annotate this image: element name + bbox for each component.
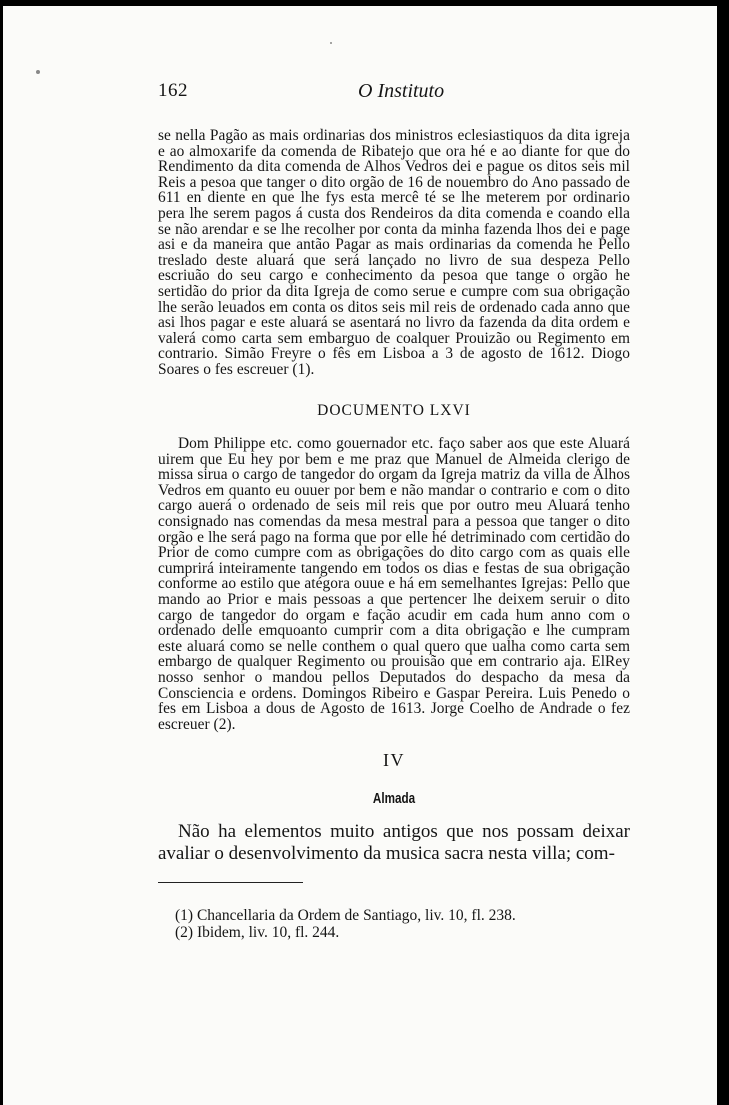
section-numeral: IV [383,750,405,770]
scan-speck [36,70,40,74]
scan-border-top [0,0,729,6]
scan-speck [330,42,332,44]
section-intro-paragraph: Não ha elementos muito antigos que nos possam deixar avaliar o desenvolvimento da musica sacra nesta villa; com- [158,821,630,864]
footnote-1: (1) Chancellaria da Ordem de Santiago, liv. 10, fl. 238. [175,907,516,924]
page-number: 162 [158,80,188,101]
paragraph-continued: se nella Pagão as mais ordinarias dos ministros eclesiastiquos da dita igreja e ao almoxarife da comenda de Ribatejo que ora hé e ao diante for que do Rendimento da dita comenda de Alhos Vedros dei e pague os ditos seis mil Reis a pesoa que tanger o dito orgão de 16 de nouembro do Ano passado de 611 en diente en que lhe fys esta mercê té se lhe meterem por ordinario pera lhe serem pagos á custa dos Rendeiros da dita comenda e coando ella se não arendar e se lhe recolher por conta da minha fazenda lhos dei e page asi e da maneira que antão Pagar as mais ordinarias da comenda he Pello treslado deste aluará que será lançado no livro de sua despeza Pello escriuão do seu cargo e conhecimento da pesoa que tange o orgão he sertidão do prior da dita Igreja de como serue e cumpre com sua obrigação lhe serão leuados em conta os ditos seis mil reis de ordenado cada anno que asi lhos pagar e este aluará se asentará no livro da fazenda da dita ordem e valerá como carta sem embarguo de coalquer Prouizão ou Regimento em contrario. Simão Freyre o fês em Lisboa a 3 de agosto de 1612. Diogo Soares o fes escreuer (1). [158,127,630,378]
page-header [158,80,630,106]
scan-border-right [717,0,729,1105]
section-title: Almada [372,790,416,807]
running-title: O Instituto [358,80,445,102]
footnote-2: (2) Ibidem, liv. 10, fl. 244. [175,924,340,941]
footnote-divider [158,882,303,883]
scan-border-left [0,0,3,1105]
paragraph-document-lxvi: Dom Philippe etc. como gouernador etc. faço saber aos que este Aluará uirem que Eu hey por bem e me praz que Manuel de Almeida clerigo de missa sirua o cargo de tangedor do orgam da Igreja matriz da villa de Alhos Vedros em quanto eu ouuer por bem e não mandar o contrario e com o dito cargo auerá o ordenado de seis mil reis que por outro meu Aluará tenho consignado nas comendas da mesa mestral para a pessoa que tanger o dito orgão e lhe será pago na forma que por elle hé detriminado com certidão do Prior de como cumpre com as obrigações do dito cargo com as quais elle cumprirá inteiramente tangendo em todos os dias e festas de sua obrigação conforme ao estilo que atégora ouue e há em semelhantes Igrejas: Pello que mando ao Prior e mais pessoas a que pertencer lhe deixem seruir o dito cargo de tangedor do orgam e fação acudir em cada hum anno com o ordenado delle emquoanto cumprir com a dita obrigação e lhe cumpram este aluará como se nelle conthem o qual quero que ualha como carta sem embargo de qualquer Regimento ou prouisão que em contrario aja. ElRey nosso senhor o mandou pellos Deputados do despacho da mesa da Consciencia e ordens. Domingos Ribeiro e Gaspar Pereira. Luis Penedo o fes em Lisboa a dous de Agosto de 1613. Jorge Coelho de Andrade o fez escreuer (2). [158,435,630,733]
footnotes [175,907,615,941]
document-heading: DOCUMENTO LXVI [317,402,471,419]
